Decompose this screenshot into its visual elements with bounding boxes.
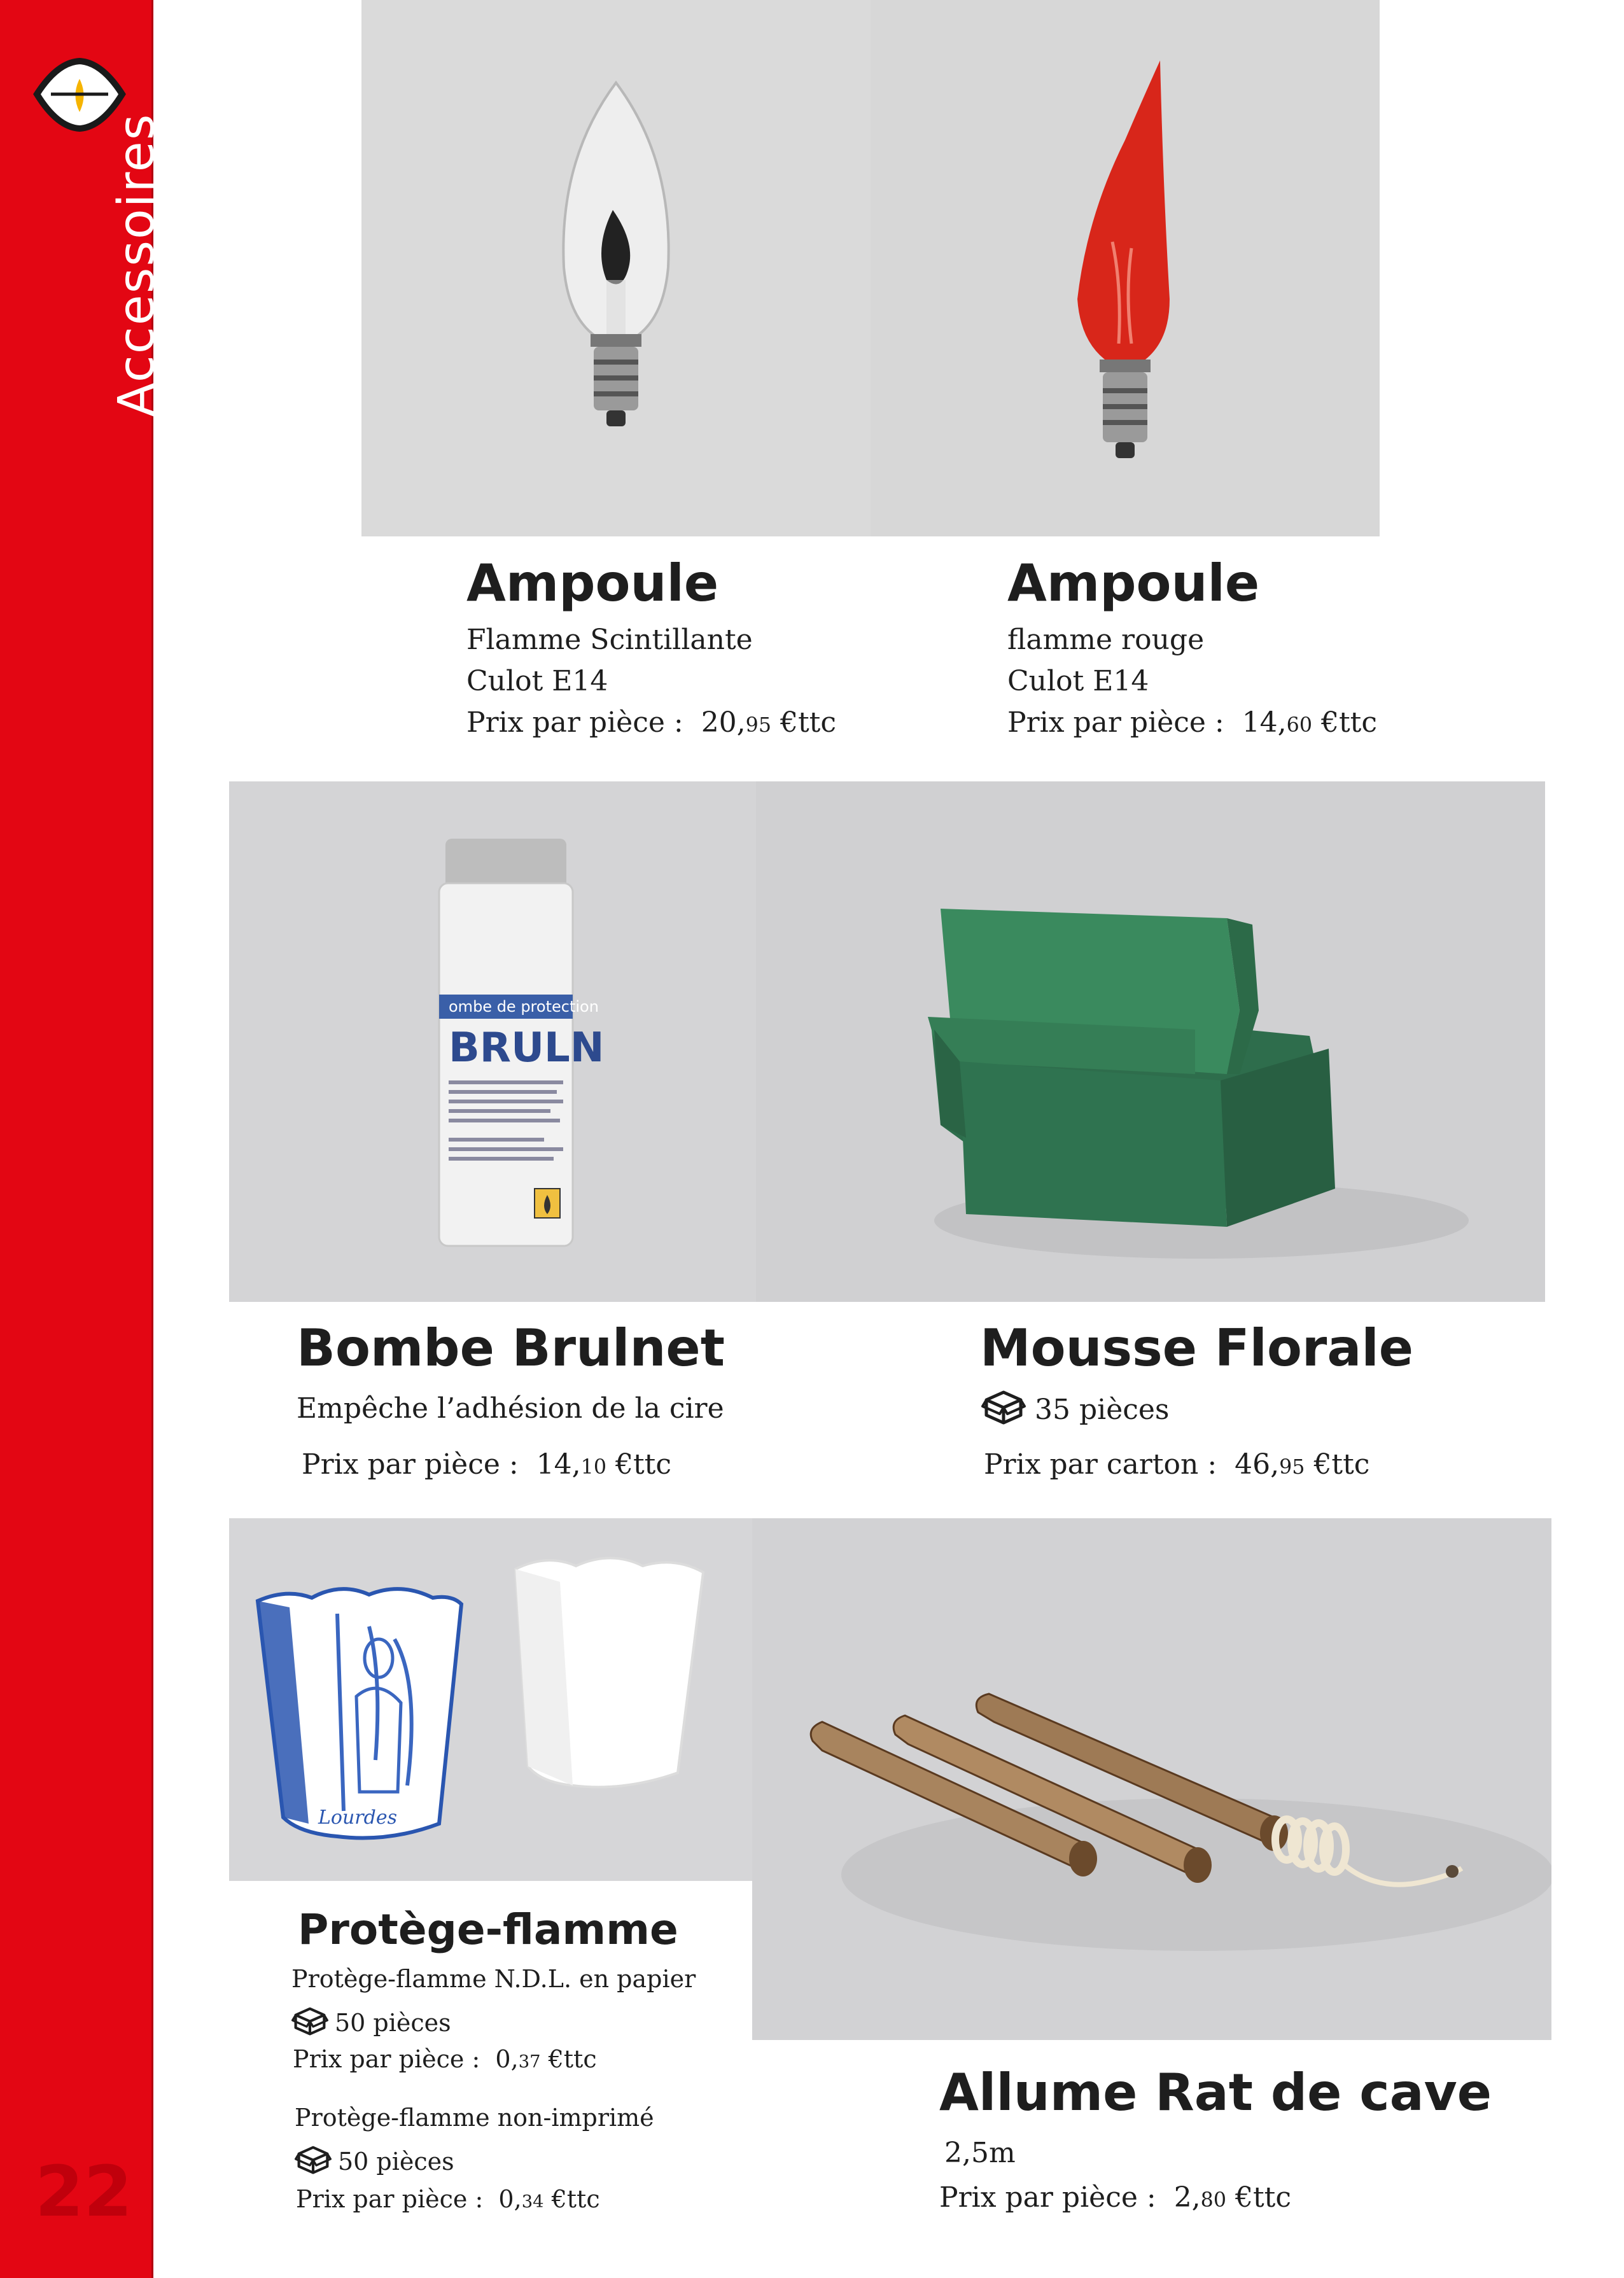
product-title-mousse-florale: Mousse Florale <box>980 1318 1414 1378</box>
product-title-ampoule-rouge: Ampoule <box>1007 554 1260 613</box>
price-suffix: €ttc <box>1305 1448 1370 1481</box>
price-decimal: 80 <box>1200 2189 1226 2212</box>
price-label: Prix par pièce : <box>302 1448 519 1481</box>
product-price-ampoule-scintillante <box>466 706 836 739</box>
product-desc-line-1: Empêche l’adhésion de la cire <box>297 1392 724 1425</box>
price-decimal: 95 <box>745 714 771 737</box>
box-icon <box>295 2143 332 2175</box>
price-suffix: €ttc <box>543 2185 600 2213</box>
price-integer: 14, <box>536 1448 581 1481</box>
product-title-protege-flamme: Protège-flamme <box>298 1905 678 1954</box>
price-decimal: 37 <box>518 2052 541 2072</box>
photo-flame-bulb <box>361 0 871 536</box>
price-integer: 0, <box>498 2185 522 2213</box>
price-label: Prix par carton : <box>984 1448 1217 1481</box>
product-price-mousse-florale <box>984 1448 1369 1481</box>
variant-name-ndl-papier: Protège-flamme N.D.L. en papier <box>291 1965 696 1993</box>
box-icon <box>291 2004 328 2036</box>
product-desc-line-2: Culot E14 <box>466 665 608 697</box>
product-desc-line-1: flamme rouge <box>1007 624 1205 656</box>
variant-pack-ndl-papier <box>291 2004 451 2037</box>
photo-allume-rat-de-cave <box>752 1518 1551 2040</box>
price-decimal: 10 <box>580 1456 606 1479</box>
price-label: Prix par pièce : <box>939 2181 1156 2214</box>
price-suffix: €ttc <box>540 2045 597 2073</box>
price-decimal: 34 <box>521 2192 544 2212</box>
product-pack-mousse-florale <box>981 1387 1170 1426</box>
cup-label: Lourdes <box>318 1806 397 1829</box>
price-suffix: €ttc <box>1226 2181 1291 2214</box>
price-decimal: 60 <box>1286 714 1312 737</box>
can-label: ombe de protection <box>449 998 599 1016</box>
variant-pack-non-imprime <box>295 2143 454 2176</box>
page-number: 22 <box>35 2151 133 2232</box>
price-integer: 46, <box>1235 1448 1280 1481</box>
price-label: Prix par pièce : <box>296 2185 484 2213</box>
price-suffix: €ttc <box>606 1448 671 1481</box>
price-integer: 2, <box>1173 2181 1201 2214</box>
variant-price-non-imprime <box>296 2185 600 2213</box>
price-decimal: 95 <box>1279 1456 1305 1479</box>
photo-protege-flamme <box>229 1518 752 1881</box>
pack-quantity: 50 pièces <box>338 2148 454 2176</box>
photo-mousse-florale <box>756 781 1545 1302</box>
product-desc-line-1: Flamme Scintillante <box>466 624 753 656</box>
product-title-bombe-brulnet: Bombe Brulnet <box>297 1318 725 1378</box>
can-brand: BRULN <box>449 1024 605 1072</box>
section-title: Accessoires <box>108 113 165 417</box>
variant-price-ndl-papier <box>293 2045 597 2073</box>
pack-quantity: 50 pièces <box>335 2009 451 2037</box>
price-label: Prix par pièce : <box>466 706 683 739</box>
product-title-ampoule-scintillante: Ampoule <box>466 554 719 613</box>
product-title-allume-rat-de-cave: Allume Rat de cave <box>939 2063 1492 2122</box>
product-desc-line-2: Culot E14 <box>1007 665 1149 697</box>
pack-quantity: 35 pièces <box>1035 1394 1170 1426</box>
price-integer: 14, <box>1242 706 1287 739</box>
variant-name-non-imprime: Protège-flamme non-imprimé <box>295 2104 654 2132</box>
product-price-ampoule-rouge <box>1007 706 1377 739</box>
price-label: Prix par pièce : <box>1007 706 1224 739</box>
price-suffix: €ttc <box>1312 706 1377 739</box>
price-integer: 20, <box>701 706 746 739</box>
photo-bombe-brulnet <box>229 781 756 1302</box>
photo-red-flame-bulb <box>871 0 1380 536</box>
price-suffix: €ttc <box>771 706 836 739</box>
price-label: Prix par pièce : <box>293 2045 480 2073</box>
price-integer: 0, <box>495 2045 519 2073</box>
box-icon <box>981 1387 1026 1425</box>
product-desc-line-1: 2,5m <box>944 2137 1016 2169</box>
product-price-allume-rat-de-cave <box>939 2181 1291 2214</box>
product-price-bombe-brulnet <box>302 1448 671 1481</box>
